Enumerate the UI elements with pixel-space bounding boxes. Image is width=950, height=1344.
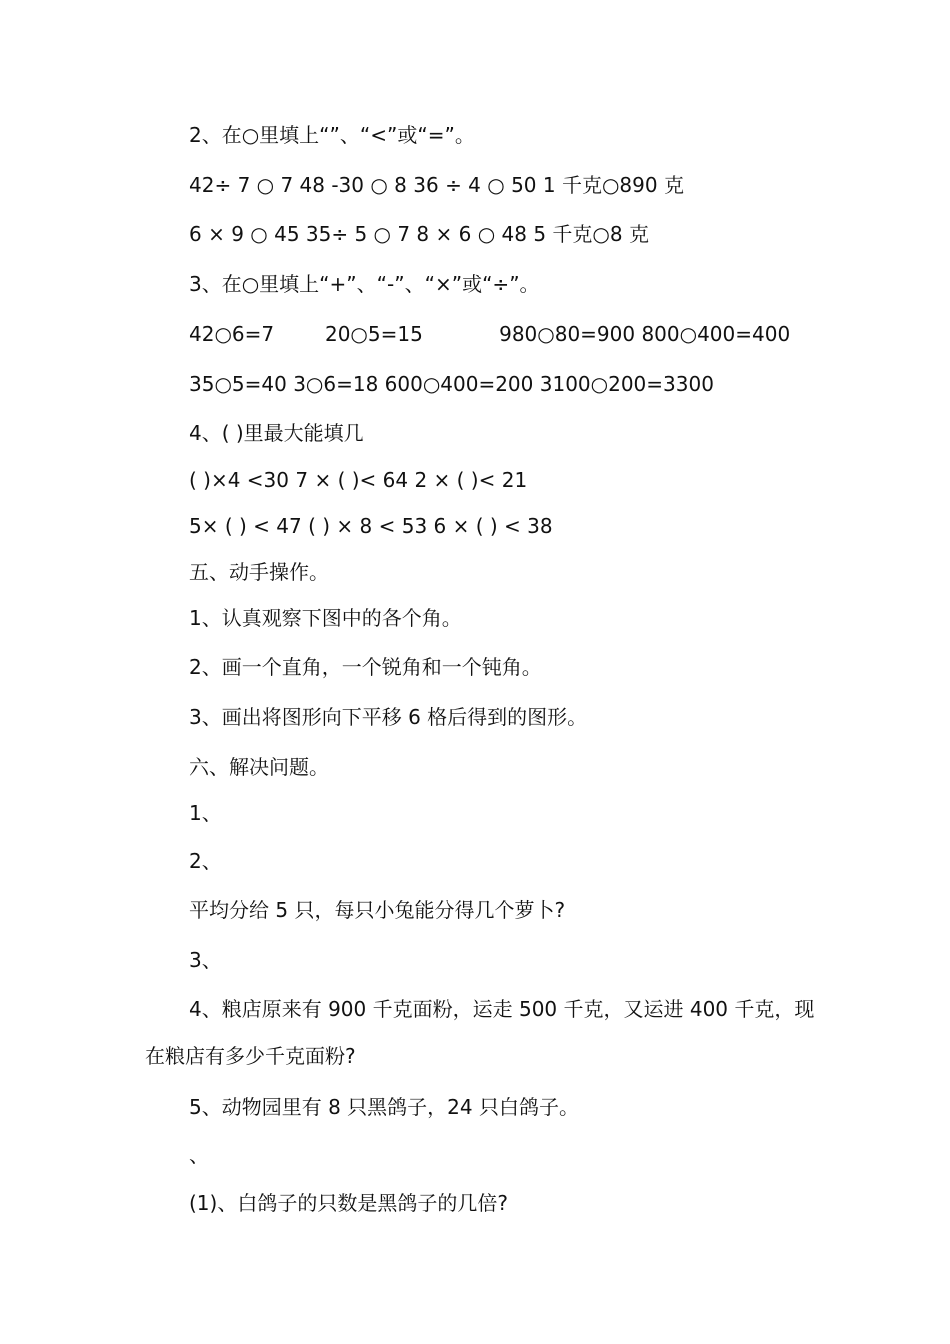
section-heading: 六、解决问题。 <box>189 755 329 779</box>
text-line: 平均分给 5 只，每只小兔能分得几个萝卜? <box>189 898 566 922</box>
text-line: 2、画一个直角，一个锐角和一个钝角。 <box>189 655 542 679</box>
text-line: 4、粮店原来有 900 千克面粉，运走 500 千克，又运进 400 千克，现 <box>189 997 815 1021</box>
text-line: 35○5=40 3○6=18 600○400=200 3100○200=3300 <box>189 372 714 396</box>
text-line: 在粮店有多少千克面粉? <box>145 1044 356 1068</box>
text-line: 5、动物园里有 8 只黑鸽子，24 只白鸽子。 <box>189 1095 579 1119</box>
text-line: 、 <box>189 1143 209 1167</box>
text-line: 3、画出将图形向下平移 6 格后得到的图形。 <box>189 705 588 729</box>
text-line: 42÷ 7 ○ 7 48 -30 ○ 8 36 ÷ 4 ○ 50 1 千克○890 克 <box>189 173 684 197</box>
text-line: 3、在○里填上“+”、“-”、“×”或“÷”。 <box>189 272 540 296</box>
text-line: 5× ( ) < 47 ( ) × 8 < 53 6 × ( ) < 38 <box>189 514 553 538</box>
text-line: 2、 <box>189 849 222 873</box>
text-line: 1、 <box>189 801 222 825</box>
text-line: 6 × 9 ○ 45 35÷ 5 ○ 7 8 × 6 ○ 48 5 千克○8 克 <box>189 222 649 246</box>
text-line: ( )×4 <30 7 × ( )< 64 2 × ( )< 21 <box>189 468 528 492</box>
text-line: (1)、白鸽子的只数是黑鸽子的几倍? <box>189 1191 508 1215</box>
text-line: 4、( )里最大能填几 <box>189 421 364 445</box>
section-heading: 五、动手操作。 <box>189 560 329 584</box>
text-line: 2、在○里填上“”、“<”或“=”。 <box>189 123 475 147</box>
text-line: 3、 <box>189 948 222 972</box>
text-line: 1、认真观察下图中的各个角。 <box>189 606 462 630</box>
text-line: 42○6=7 20○5=15 980○80=900 800○400=400 <box>189 322 791 346</box>
